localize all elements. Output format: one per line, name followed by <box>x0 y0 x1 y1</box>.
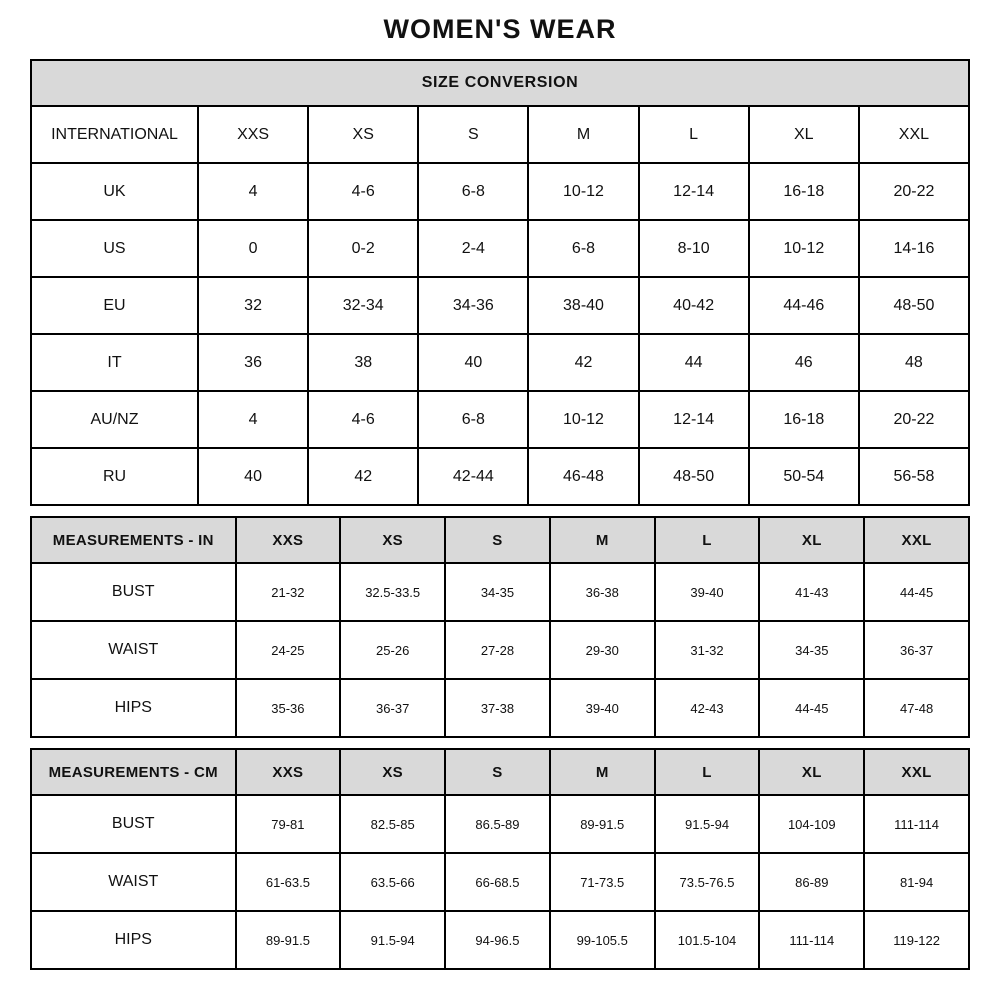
value-cell: 24-25 <box>236 621 341 679</box>
value-cell: 31-32 <box>655 621 760 679</box>
row-label: WAIST <box>31 853 236 911</box>
value-cell: 10-12 <box>528 163 638 220</box>
value-cell: 47-48 <box>864 679 969 737</box>
value-cell: 44-46 <box>749 277 859 334</box>
value-cell: 111-114 <box>864 795 969 853</box>
value-cell: 81-94 <box>864 853 969 911</box>
value-cell: 36 <box>198 334 308 391</box>
value-cell: 38 <box>308 334 418 391</box>
column-header: S <box>445 517 550 563</box>
value-cell: 16-18 <box>749 391 859 448</box>
value-cell: 82.5-85 <box>340 795 445 853</box>
value-cell: 111-114 <box>759 911 864 969</box>
value-cell: 36-38 <box>550 563 655 621</box>
value-cell: 6-8 <box>528 220 638 277</box>
value-cell: 35-36 <box>236 679 341 737</box>
value-cell: 37-38 <box>445 679 550 737</box>
value-cell: 40 <box>418 334 528 391</box>
row-label: US <box>31 220 198 277</box>
column-header: XL <box>759 749 864 795</box>
value-cell: 94-96.5 <box>445 911 550 969</box>
value-cell: 79-81 <box>236 795 341 853</box>
value-cell: 42-44 <box>418 448 528 505</box>
row-label: AU/NZ <box>31 391 198 448</box>
value-cell: 66-68.5 <box>445 853 550 911</box>
column-header: L <box>655 749 760 795</box>
measurements-cm-table <box>30 748 970 970</box>
value-cell: 91.5-94 <box>340 911 445 969</box>
row-label-header: MEASUREMENTS - IN <box>31 517 236 563</box>
row-label: IT <box>31 334 198 391</box>
value-cell: 44 <box>639 334 749 391</box>
row-label: BUST <box>31 795 236 853</box>
column-header: M <box>550 517 655 563</box>
size-conversion-table <box>30 59 970 506</box>
value-cell: 39-40 <box>655 563 760 621</box>
value-cell: 6-8 <box>418 163 528 220</box>
value-cell: 104-109 <box>759 795 864 853</box>
value-cell: 10-12 <box>528 391 638 448</box>
table-row <box>31 391 969 448</box>
value-cell: 61-63.5 <box>236 853 341 911</box>
value-cell: 40 <box>198 448 308 505</box>
value-cell: 101.5-104 <box>655 911 760 969</box>
row-label-header: INTERNATIONAL <box>31 106 198 163</box>
row-label: HIPS <box>31 911 236 969</box>
value-cell: 20-22 <box>859 391 969 448</box>
value-cell: 21-32 <box>236 563 341 621</box>
table-row <box>31 448 969 505</box>
table-header-row <box>31 749 969 795</box>
row-label: WAIST <box>31 621 236 679</box>
column-header: XXL <box>859 106 969 163</box>
value-cell: 4-6 <box>308 163 418 220</box>
row-label: HIPS <box>31 679 236 737</box>
value-cell: 50-54 <box>749 448 859 505</box>
value-cell: 34-36 <box>418 277 528 334</box>
column-header: XXL <box>864 517 969 563</box>
row-label: UK <box>31 163 198 220</box>
value-cell: 14-16 <box>859 220 969 277</box>
page-title: WOMEN'S WEAR <box>383 14 617 44</box>
column-header: S <box>445 749 550 795</box>
value-cell: 0-2 <box>308 220 418 277</box>
value-cell: 42 <box>528 334 638 391</box>
row-label: BUST <box>31 563 236 621</box>
column-header: XL <box>759 517 864 563</box>
column-header: M <box>550 749 655 795</box>
value-cell: 89-91.5 <box>550 795 655 853</box>
value-cell: 40-42 <box>639 277 749 334</box>
value-cell: 48-50 <box>639 448 749 505</box>
table-row <box>31 163 969 220</box>
value-cell: 42-43 <box>655 679 760 737</box>
value-cell: 4-6 <box>308 391 418 448</box>
value-cell: 99-105.5 <box>550 911 655 969</box>
column-header: XXS <box>236 749 341 795</box>
table-title-row <box>31 60 969 106</box>
column-header: XS <box>340 517 445 563</box>
value-cell: 44-45 <box>864 563 969 621</box>
value-cell: 38-40 <box>528 277 638 334</box>
table-header-row <box>31 106 969 163</box>
table-row <box>31 621 969 679</box>
table-row <box>31 563 969 621</box>
value-cell: 32-34 <box>308 277 418 334</box>
column-header: XS <box>308 106 418 163</box>
value-cell: 27-28 <box>445 621 550 679</box>
column-header: XXS <box>198 106 308 163</box>
value-cell: 34-35 <box>445 563 550 621</box>
value-cell: 2-4 <box>418 220 528 277</box>
table-row <box>31 853 969 911</box>
column-header: XXL <box>864 749 969 795</box>
table-row <box>31 277 969 334</box>
row-label: RU <box>31 448 198 505</box>
value-cell: 71-73.5 <box>550 853 655 911</box>
value-cell: 86.5-89 <box>445 795 550 853</box>
value-cell: 48-50 <box>859 277 969 334</box>
value-cell: 44-45 <box>759 679 864 737</box>
table-title: SIZE CONVERSION <box>31 60 969 106</box>
value-cell: 119-122 <box>864 911 969 969</box>
value-cell: 16-18 <box>749 163 859 220</box>
value-cell: 32 <box>198 277 308 334</box>
column-header: XXS <box>236 517 341 563</box>
table-header-row <box>31 517 969 563</box>
column-header: S <box>418 106 528 163</box>
column-header: M <box>528 106 638 163</box>
row-label: EU <box>31 277 198 334</box>
value-cell: 32.5-33.5 <box>340 563 445 621</box>
table-row <box>31 334 969 391</box>
table-row <box>31 220 969 277</box>
table-row <box>31 795 969 853</box>
column-header: L <box>655 517 760 563</box>
value-cell: 6-8 <box>418 391 528 448</box>
value-cell: 36-37 <box>864 621 969 679</box>
value-cell: 8-10 <box>639 220 749 277</box>
value-cell: 86-89 <box>759 853 864 911</box>
value-cell: 36-37 <box>340 679 445 737</box>
column-header: L <box>639 106 749 163</box>
value-cell: 4 <box>198 163 308 220</box>
value-cell: 63.5-66 <box>340 853 445 911</box>
value-cell: 34-35 <box>759 621 864 679</box>
value-cell: 20-22 <box>859 163 969 220</box>
value-cell: 29-30 <box>550 621 655 679</box>
value-cell: 46 <box>749 334 859 391</box>
value-cell: 41-43 <box>759 563 864 621</box>
value-cell: 91.5-94 <box>655 795 760 853</box>
measurements-in-table <box>30 516 970 738</box>
value-cell: 46-48 <box>528 448 638 505</box>
table-row <box>31 911 969 969</box>
value-cell: 73.5-76.5 <box>655 853 760 911</box>
column-header: XS <box>340 749 445 795</box>
value-cell: 39-40 <box>550 679 655 737</box>
value-cell: 12-14 <box>639 391 749 448</box>
value-cell: 0 <box>198 220 308 277</box>
value-cell: 4 <box>198 391 308 448</box>
value-cell: 10-12 <box>749 220 859 277</box>
column-header: XL <box>749 106 859 163</box>
row-label-header: MEASUREMENTS - CM <box>31 749 236 795</box>
value-cell: 12-14 <box>639 163 749 220</box>
value-cell: 48 <box>859 334 969 391</box>
value-cell: 25-26 <box>340 621 445 679</box>
table-row <box>31 679 969 737</box>
value-cell: 56-58 <box>859 448 969 505</box>
value-cell: 89-91.5 <box>236 911 341 969</box>
value-cell: 42 <box>308 448 418 505</box>
